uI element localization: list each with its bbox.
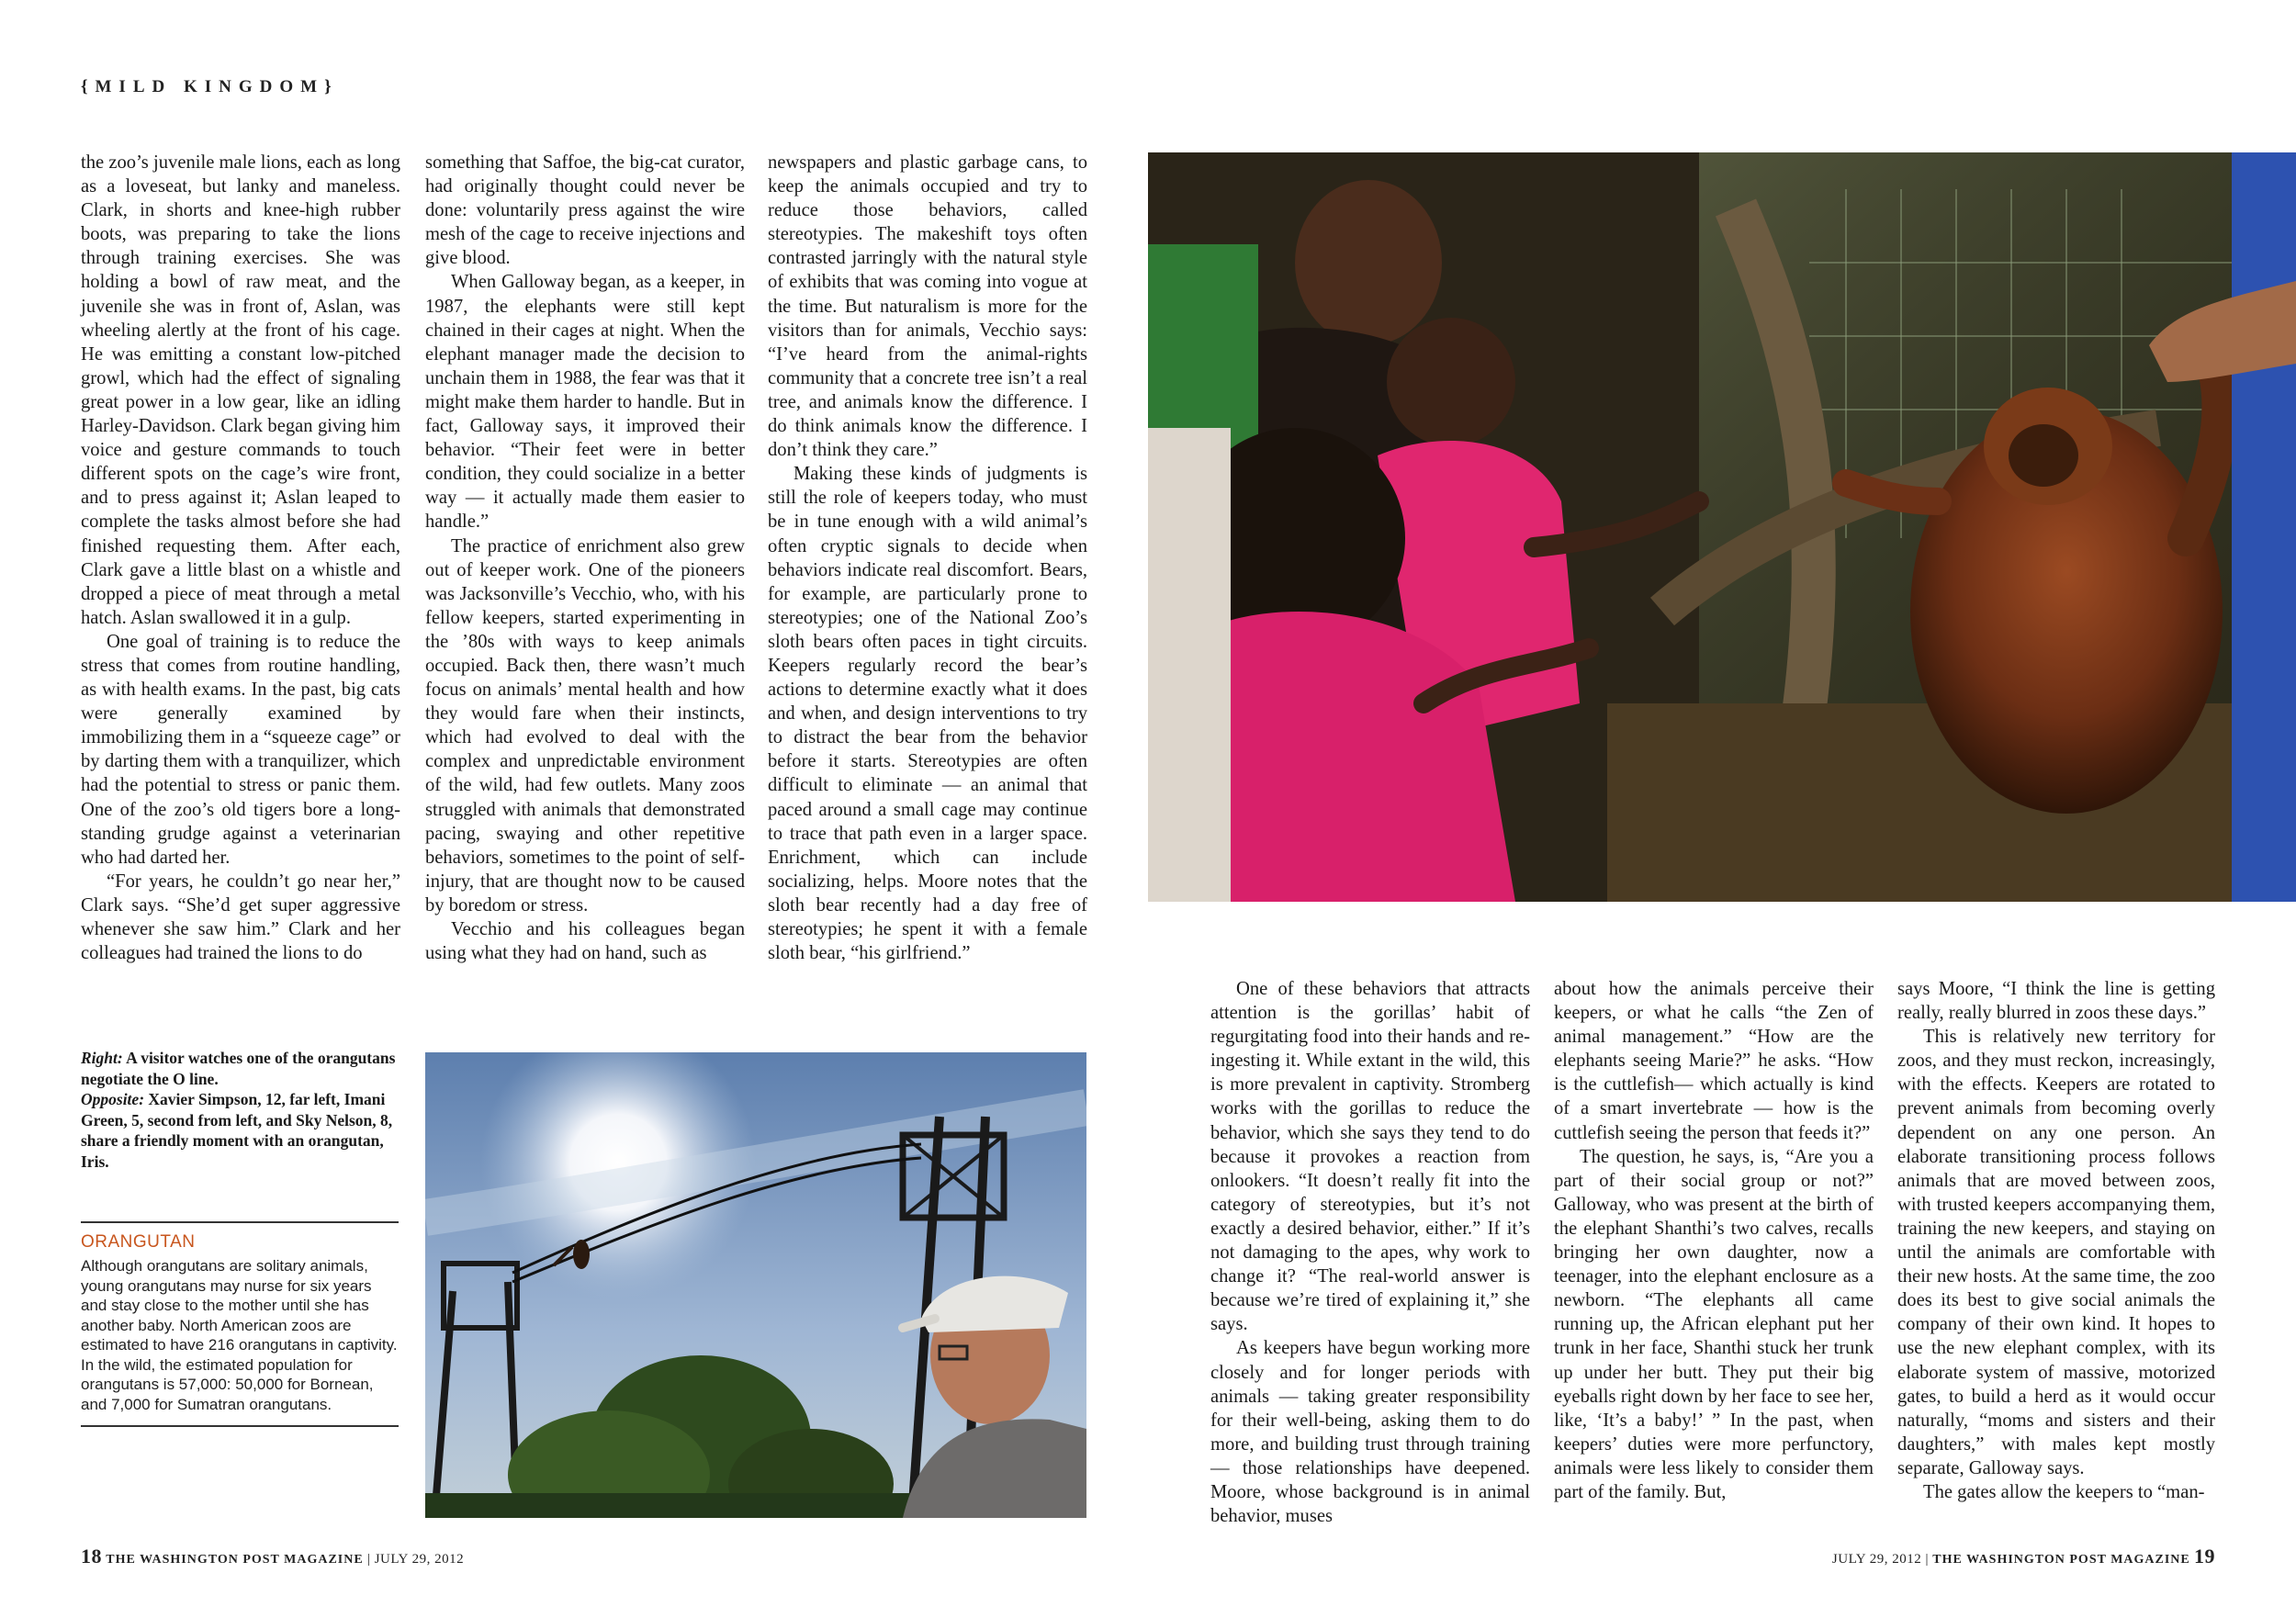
page-number-left: 18	[81, 1545, 102, 1567]
article-column-2	[425, 151, 745, 965]
folio-left	[81, 1545, 464, 1568]
issue-date-right: JULY 29, 2012 |	[1831, 1552, 1930, 1567]
article-column-1	[81, 151, 400, 965]
caption-label-right: Right:	[81, 1049, 123, 1067]
paragraph: When Galloway began, as a keeper, in 1987, the elephants were still kept chained in their cages at night. When the elephant manager made the decision to unchain them in 1988, the fear was that it might make them harder to handle. But in fact, Galloway says, it improved their behavior. “Their feet were in better condition, they could socialize in a better way — it actually made them easier to handle.”	[425, 272, 745, 533]
article-column-3	[768, 151, 1087, 965]
paragraph: about how the animals perceive their keepers, or what he calls “the Zen of animal management.” “How are the elephants seeing Marie?” he asks. “How is the cuttlefish— which actually is kind of a smart invertebrate — how is the cuttlefish seeing the person that feeds it?”	[1554, 979, 1874, 1143]
paragraph: This is relatively new territory for zoos, and they must reckon, increasingly, with the effects. Keepers are rotated to prevent animals from becoming overly dependent on any one person. An elaborate transitioning process follows animals that are moved between zoos, with trusted keepers accompanying them, training the new keepers, and staying on until the animals are comfortable with their new hosts. At the same time, the zoo does its best to give social animals the company of their own kind. It hopes to use the new elephant complex, with its elaborate system of massive, motorized gates, to build a herd as it would occur naturally, “moms and sisters and their daughters,” with males kept mostly separate, Galloway says.	[1897, 1027, 2215, 1478]
publication-name-right: THE WASHINGTON POST MAGAZINE	[1932, 1553, 2190, 1567]
page-number-right: 19	[2194, 1545, 2215, 1567]
caption-text-right: A visitor watches one of the orangutans negotiate the O line.	[81, 1049, 396, 1088]
caption-label-opposite: Opposite:	[81, 1090, 145, 1108]
section-tag: {MILD KINGDOM}	[81, 77, 339, 96]
o-line-photo	[425, 1052, 1086, 1518]
sidebar-body: Although orangutans are solitary animals, young orangutans may nurse for six years and stay close to the mother until she has another baby. North American zoos are estimated to have 216 orangutans in captivity. In the wild, the estimated population for orangutans is 57,000: 50,000 for Bornean, and 7,000 for Sumatran orangutans.	[81, 1257, 398, 1413]
paragraph: something that Saffoe, the big-cat curator, had originally thought could never be done: voluntarily press against the wire mesh of the cage to receive injections and give blood.	[425, 152, 745, 269]
article-column-4	[1210, 977, 1530, 1528]
paragraph: says Moore, “I think the line is getting really, really blurred in zoos these days.”	[1897, 979, 2215, 1024]
photo-caption	[81, 1048, 399, 1172]
paragraph: Vecchio and his colleagues began using what they had on hand, such as	[425, 919, 745, 964]
orangutan-photo	[1148, 152, 2296, 902]
article-column-6	[1897, 977, 2215, 1504]
paragraph: The question, he says, is, “Are you a part of their social group or not?” Galloway, who was present at the birth of the elephant Shanthi’s two calves, recalls bringing her own daughter, now a teenager, into the elephant enclosure as a newborn. “The elephants all came running up, the African elephant put her trunk in her face, Shanthi stuck her trunk up under her butt. They put their big eyeballs right down by her face to see her, like, ‘It’s a baby!’ ” In the past, when keepers’ duties were more perfunctory, animals were less likely to consider them part of the family. But,	[1554, 1146, 1874, 1502]
paragraph: newspapers and plastic garbage cans, to keep the animals occupied and try to reduce those behaviors, called stereotypies. The makeshift toys often contrasted jarringly with the natural style of exhibits that was coming into vogue at the time. But naturalism is more for the visitors than for animals, Vecchio says: “I’ve heard from the animal-rights community that a concrete tree isn’t a real tree, and animals know the difference. I do think animals know the difference. I don’t think they care.”	[768, 152, 1087, 461]
article-column-5	[1554, 977, 1874, 1504]
issue-date-left: | JULY 29, 2012	[366, 1552, 465, 1567]
paragraph: The gates allow the keepers to “man-	[1923, 1481, 2205, 1502]
orangutan-sidebar	[81, 1221, 399, 1427]
paragraph: One of these behaviors that attracts attention is the gorillas’ habit of regurgitating food into their hands and re-ingesting it. While extant in the wild, this is more prevalent in captivity. Stromberg works with the gorillas to reduce the behavior, which she says they tend to do because it provokes a reaction from onlookers. “It doesn’t really fit into the category of stereotypies, but it’s not exactly a desired behavior, either.” If it’s not damaging to the apes, why work to change it? “The real-world answer is because we’re tired of explaining it,” she says.	[1210, 979, 1530, 1335]
paragraph: “For years, he couldn’t go near her,” Clark says. “She’d get super aggressive whenever she saw him.” Clark and her colleagues had trained the lions to do	[81, 871, 400, 964]
orangutan-photo-illustration	[1148, 152, 2296, 902]
paragraph: the zoo’s juvenile male lions, each as long as a loveseat, but lanky and maneless. Clark, in shorts and knee-high rubber boots, was preparing to take the lions through training exercises. She was holding a bowl of raw meat, and the juvenile she was in front of, Aslan, was wheeling alertly at the front of his cage. He was emitting a constant low-pitched growl, which had the effect of signaling great power in a low gear, like an idling Harley-Davidson. Clark began giving him voice and gesture commands to touch different spots on the cage’s wire front, and to press against it; Aslan leaped to complete the tasks almost before she had finished requesting them. After each, Clark gave a little blast on a whistle and dropped a piece of meat through a metal hatch. Aslan swallowed it in a gulp.	[81, 152, 400, 628]
paragraph: As keepers have begun working more closely and for longer periods with animals — taking greater responsibility for their well-being, asking them to do more, and building trust through training — those relationships have deepened. Moore, whose background is in animal behavior, muses	[1210, 1338, 1530, 1527]
paragraph: The practice of enrichment also grew out of keeper work. One of the pioneers was Jacksonville’s Vecchio, who, with his fellow keepers, started experimenting in the ’80s with ways to keep animals occupied. Back then, there wasn’t much focus on animals’ mental health and how they would fare when their instincts, which had evolved to deal with the complex and unpredictable environment of the wild, had few outlets. Many zoos struggled with animals that demonstrated pacing, swaying and other repetitive behaviors, sometimes to the point of self-injury, that are thought now to be caused by boredom or stress.	[425, 535, 745, 916]
folio-right	[1832, 1545, 2215, 1568]
o-line-photo-illustration	[425, 1052, 1086, 1518]
paragraph: Making these kinds of judgments is still the role of keepers today, who must be in tune enough with a wild animal’s often cryptic signals to decide when behaviors indicate real discomfort. Bears, for example, are particularly prone to stereotypies; one of the National Zoo’s sloth bears often paces in tight circuits. Keepers regularly record the bear’s actions to determine exactly what it does and when, and design interventions to try to distract the bear from the behavior before it starts. Stereotypies are often difficult to eliminate — an animal that paced around a small cage may continue to trace that path even in a larger space. Enrichment, which can include socializing, helps. Moore notes that the sloth bear recently had a day free of stereotypies; he spent it with a female sloth bear, “his girlfriend.”	[768, 464, 1087, 964]
publication-name-left: THE WASHINGTON POST MAGAZINE	[106, 1553, 364, 1567]
paragraph: One goal of training is to reduce the stress that comes from routine handling, as with health exams. In the past, big cats were generally examined by immobilizing them in a “squeeze cage” or by darting them with a tranquilizer, which had the potential to stress or panic them. One of the zoo’s old tigers bore a long-standing grudge against a veterinarian who had darted her.	[81, 631, 400, 868]
sidebar-title: ORANGUTAN	[81, 1232, 196, 1252]
caption-text-opposite: Xavier Simpson, 12, far left, Imani Green, 5, second from left, and Sky Nelson, 8, share a friendly moment with an orangutan, Iris.	[81, 1090, 393, 1171]
